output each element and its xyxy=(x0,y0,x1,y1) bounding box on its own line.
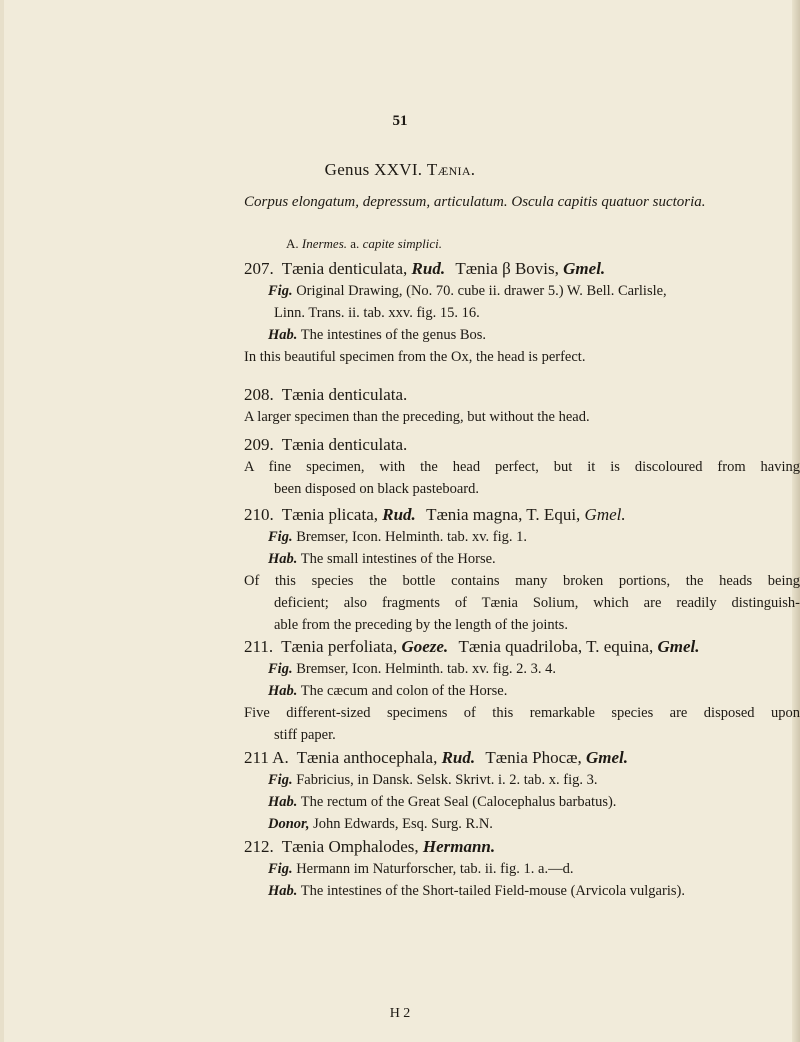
page-left-edge xyxy=(0,0,4,1042)
fig-text-continued: Linn. Trans. ii. tab. xxv. fig. 15. 16. xyxy=(274,305,480,321)
figure-reference xyxy=(244,858,764,880)
subsection-name: capite simplici. xyxy=(362,236,442,251)
species-name: Tænia perfoliata, xyxy=(281,637,398,656)
entry-211a xyxy=(244,747,764,835)
figure-reference xyxy=(244,280,764,302)
entry-number: 207. xyxy=(244,259,274,278)
species-author: Rud. xyxy=(441,748,476,767)
entry-title xyxy=(244,636,764,658)
hab-text: The cæcum and colon of the Horse. xyxy=(300,683,508,699)
entry-title xyxy=(244,434,764,456)
synonym-author: Gmel. xyxy=(584,505,626,524)
page-number: 51 xyxy=(392,113,408,129)
donor xyxy=(244,813,764,835)
entry-number: 212. xyxy=(244,837,274,856)
donor-text: John Edwards, Esq. Surg. R.N. xyxy=(313,816,493,832)
synonym: Tænia β Bovis, xyxy=(455,259,559,278)
note-line: A fine specimen, with the head perfect, but it is discoloured from having xyxy=(244,459,800,475)
fig-text: Bremser, Icon. Helminth. tab. xv. fig. 1. xyxy=(296,529,528,545)
hab-text: The intestines of the genus Bos. xyxy=(300,327,487,343)
entry-number: 209. xyxy=(244,435,274,454)
figure-reference xyxy=(244,769,764,791)
fig-text: Hermann im Naturforscher, tab. ii. fig. 1. a.—d. xyxy=(296,861,574,877)
hab-text: The rectum of the Great Seal (Calocephalus barbatus). xyxy=(300,794,617,810)
species-author: Hermann. xyxy=(422,837,496,856)
entry-title xyxy=(244,747,764,769)
hab-label: Hab. xyxy=(268,327,298,343)
synonym: Tænia quadriloba, T. equina, xyxy=(458,637,654,656)
species-name: Tænia anthocephala, xyxy=(296,748,438,767)
fig-label: Fig. xyxy=(268,661,293,677)
subsection-letter: a. xyxy=(350,236,360,251)
fig-text: Bremser, Icon. Helminth. tab. xv. fig. 2. 3. 4. xyxy=(296,661,557,677)
synonym-author: Gmel. xyxy=(563,259,606,278)
hab-text: The intestines of the Short-tailed Field-mouse (Arvicola vulgaris). xyxy=(300,883,685,899)
entry-title xyxy=(244,504,764,526)
entry-title xyxy=(244,384,764,406)
genus-diagnosis: Corpus elongatum, depressum, articulatum. Oscula capitis quatuor suctoria. xyxy=(244,194,706,210)
entry-number: 211 A. xyxy=(244,748,289,767)
entry-number: 210. xyxy=(244,505,274,524)
habitat xyxy=(244,324,764,346)
entry-207 xyxy=(244,258,764,368)
note-line: Five different-sized specimens of this remarkable species are disposed upon xyxy=(244,705,800,721)
fig-text: Original Drawing, (No. 70. cube ii. drawer 5.) W. Bell. Carlisle, xyxy=(296,283,667,299)
species-author: Rud. xyxy=(382,505,416,524)
figure-reference xyxy=(244,658,764,680)
fig-text: Fabricius, in Dansk. Selsk. Skrivt. i. 2. tab. x. fig. 3. xyxy=(296,772,598,788)
note-line: In this beautiful specimen from the Ox, the head is perfect. xyxy=(244,349,586,365)
entry-title xyxy=(244,258,764,280)
fig-label: Fig. xyxy=(268,283,293,299)
species-name: Tænia denticulata. xyxy=(281,385,408,404)
entry-212 xyxy=(244,836,764,902)
entry-number: 211. xyxy=(244,637,274,656)
synonym-author: Gmel. xyxy=(657,637,700,656)
habitat xyxy=(244,548,764,570)
habitat xyxy=(244,680,764,702)
note-line: Of this species the bottle contains many broken portions, the heads being xyxy=(244,573,800,589)
hab-label: Hab. xyxy=(268,794,298,810)
page-right-edge xyxy=(792,0,800,1042)
habitat xyxy=(244,791,764,813)
synonym: Tænia Phocæ, xyxy=(485,748,582,767)
section-letter: A. xyxy=(286,236,299,251)
hab-label: Hab. xyxy=(268,551,298,567)
synonym-author: Gmel. xyxy=(585,748,629,767)
synonym: Tænia magna, T. Equi, xyxy=(426,505,581,524)
entry-title xyxy=(244,836,764,858)
entry-211 xyxy=(244,636,800,746)
hab-label: Hab. xyxy=(268,683,298,699)
hab-text: The small intestines of the Horse. xyxy=(300,551,496,567)
genus-heading xyxy=(0,160,800,180)
fig-label: Fig. xyxy=(268,861,293,877)
genus-name: Tænia. xyxy=(426,160,476,179)
note-line: A larger specimen than the preceding, but without the head. xyxy=(244,409,590,425)
species-name: Tænia plicata, xyxy=(281,505,379,524)
fig-label: Fig. xyxy=(268,529,293,545)
entry-208 xyxy=(244,384,764,428)
entry-number: 208. xyxy=(244,385,274,404)
figure-reference xyxy=(244,526,764,548)
species-name: Tænia denticulata, xyxy=(281,259,408,278)
entry-209 xyxy=(244,434,800,500)
species-author: Rud. xyxy=(411,259,446,278)
section-name: Inermes. xyxy=(301,236,348,251)
hab-label: Hab. xyxy=(268,883,298,899)
habitat xyxy=(244,880,764,902)
entry-210 xyxy=(244,504,800,636)
note-line: been disposed on black pasteboard. xyxy=(274,481,479,497)
note-line: stiff paper. xyxy=(274,727,336,743)
fig-label: Fig. xyxy=(268,772,293,788)
species-name: Tænia Omphalodes, xyxy=(281,837,419,856)
note-line: deficient; also fragments of Tænia Solium, which are readily distinguish- xyxy=(274,595,800,611)
species-name: Tænia denticulata. xyxy=(281,435,408,454)
section-heading xyxy=(286,236,442,252)
donor-label: Donor, xyxy=(268,816,310,832)
signature-mark: H 2 xyxy=(389,1006,411,1021)
genus-label: Genus XXVI. xyxy=(324,160,423,179)
species-author: Goeze. xyxy=(401,637,449,656)
note-line: able from the preceding by the length of the joints. xyxy=(274,617,568,633)
